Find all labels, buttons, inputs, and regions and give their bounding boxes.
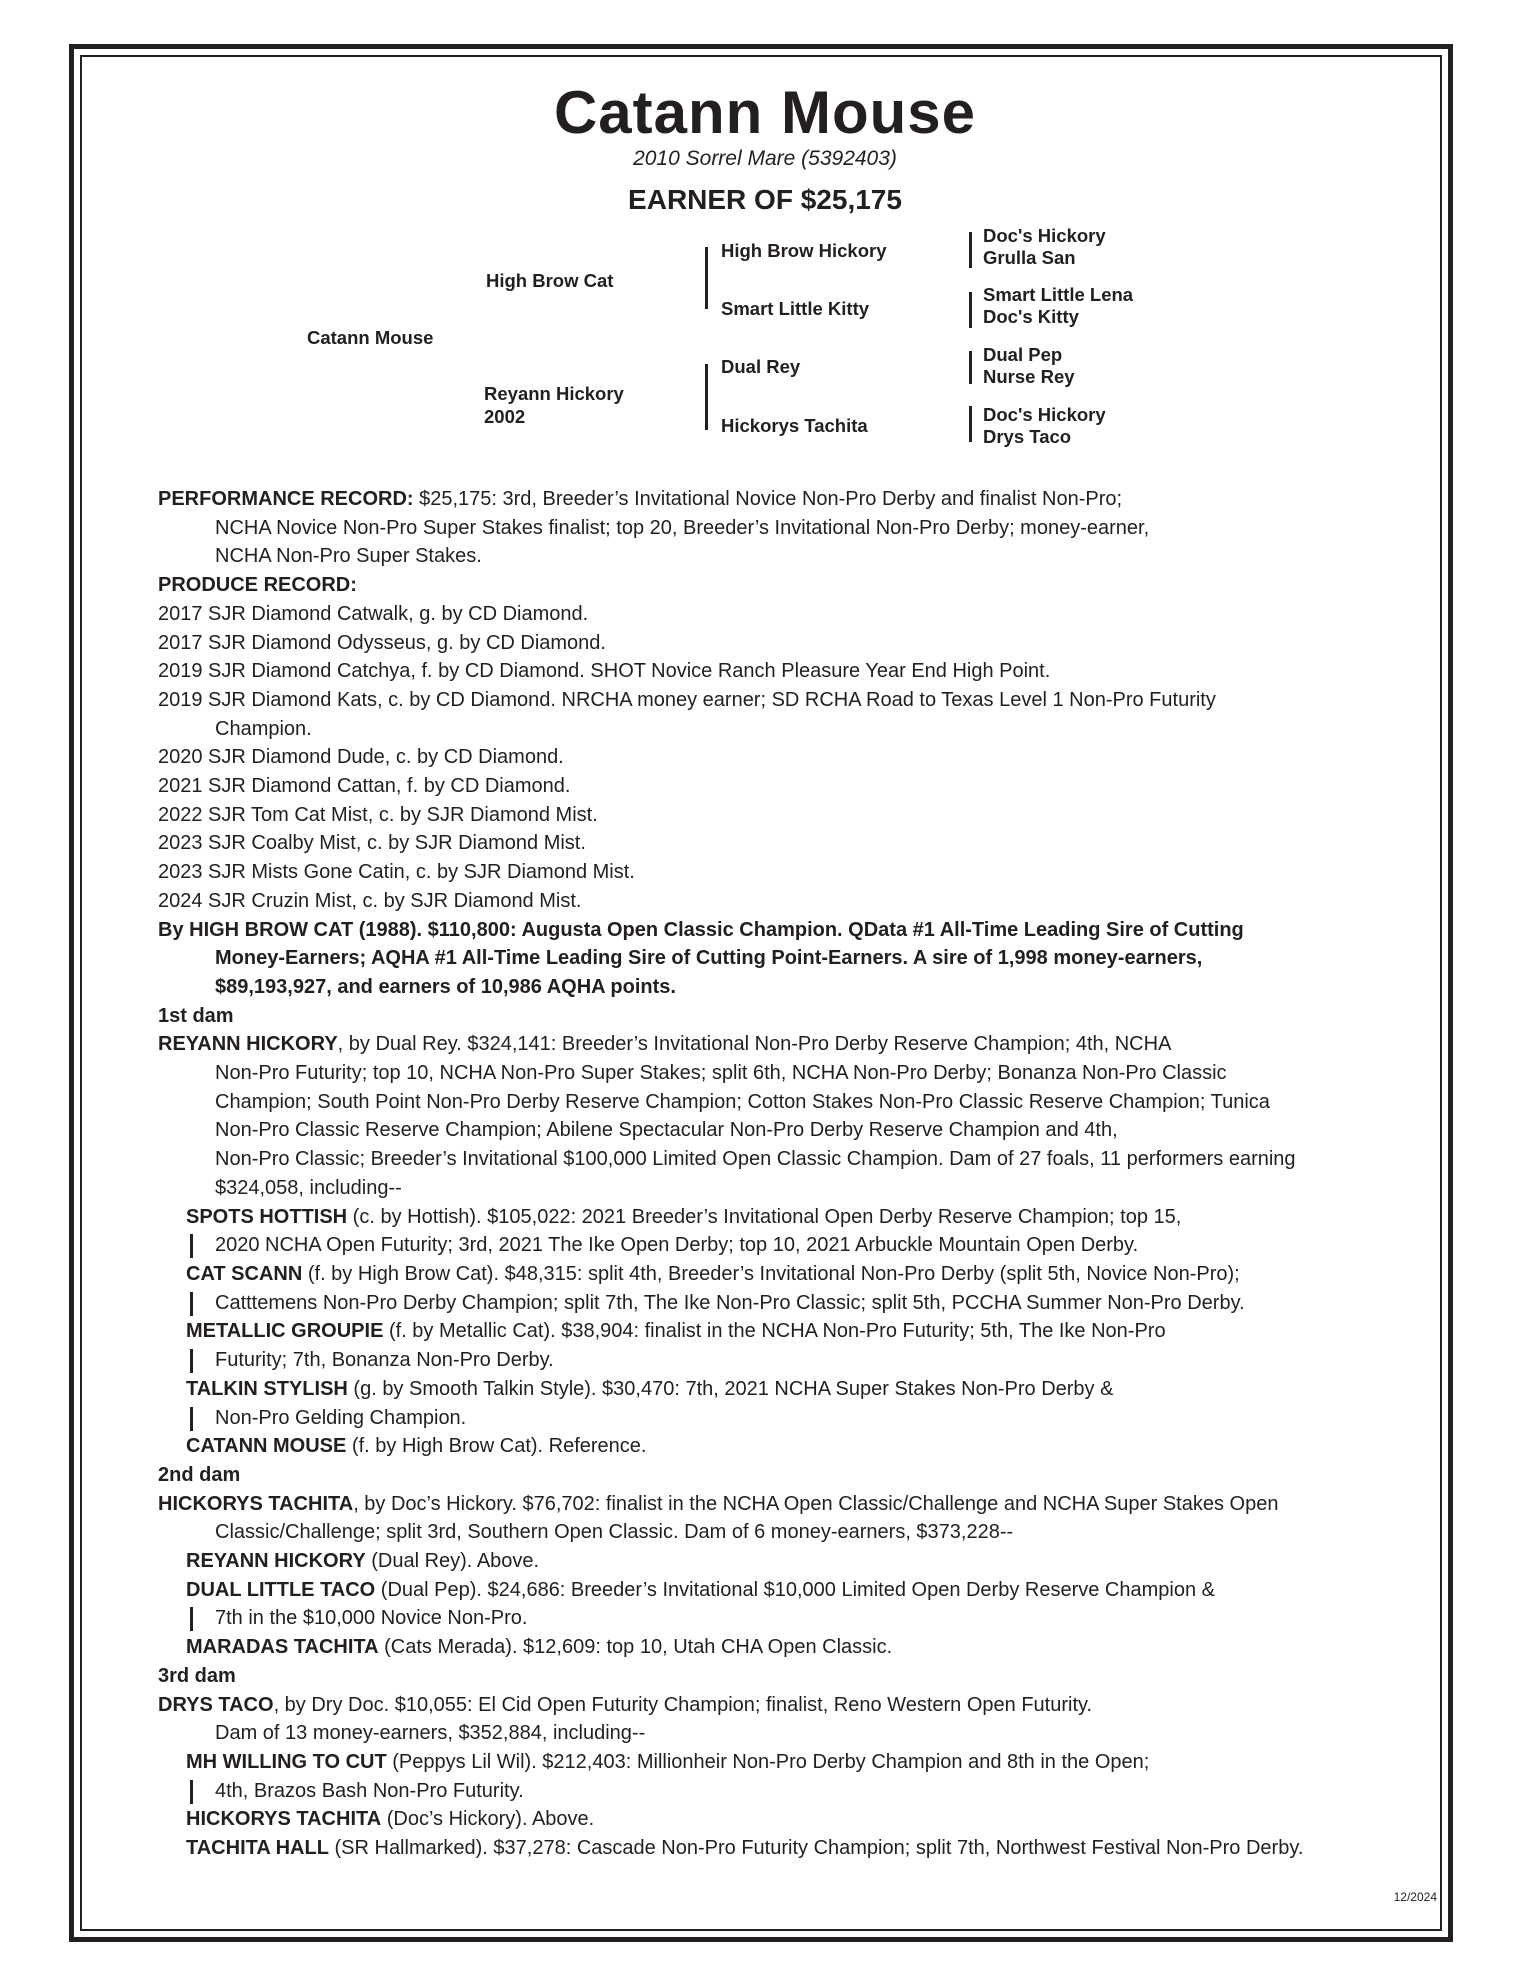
record-line [158,1547,1413,1576]
record-line [158,600,1413,629]
continuation-bar [190,1292,193,1316]
record-line [158,1260,1413,1289]
record-line-text: (f. by High Brow Cat). $48,315: split 4th, Breeder’s Invitational Non-Pro Derby (split 5th, Novice Non-Pro); [302,1262,1240,1285]
record-line [158,1116,1413,1145]
pedigree-sire: High Brow Cat [486,270,614,291]
record-body [158,485,1413,1863]
record-line [158,1346,1413,1375]
record-line-text: 2019 SJR Diamond Catchya, f. by CD Diamond. SHOT Novice Ranch Pleasure Year End High Point. [158,660,1051,683]
continuation-bar [190,1349,193,1373]
record-line-heading: MARADAS TACHITA [186,1636,379,1659]
continuation-bar [190,1607,193,1631]
revision-date: 12/2024 [1393,1890,1437,1904]
record-line [158,1059,1413,1088]
record-line [158,1002,1413,1031]
record-line-text: $25,175: 3rd, Breeder’s Invitational Novice Non-Pro Derby and finalist Non-Pro; [413,488,1123,510]
record-line-text: Catttemens Non-Pro Derby Champion; split 7th, The Ike Non-Pro Classic; split 5th, PCCHA Summer Non-Pro Derby. [215,1291,1245,1314]
record-line-text: 4th, Brazos Bash Non-Pro Futurity. [215,1779,524,1802]
record-line-text: Futurity; 7th, Bonanza Non-Pro Derby. [215,1349,554,1372]
continuation-bar [190,1780,193,1804]
record-line-text: (Peppys Lil Wil). $212,403: Millionheir Non-Pro Derby Champion and 8th in the Open; [386,1750,1150,1773]
bracket-ggp-4 [969,406,972,442]
record-line [158,1719,1413,1748]
record-line-text: (f. by High Brow Cat). Reference. [346,1435,647,1458]
record-line [158,1289,1413,1318]
record-line [158,1461,1413,1490]
record-line [158,657,1413,686]
bracket-ggp-2 [969,292,972,328]
record-line [158,1748,1413,1777]
record-line [158,571,1413,600]
record-line [158,1404,1413,1433]
pedigree-great-grandparent: Grulla San [983,247,1076,268]
record-line-text: Champion; South Point Non-Pro Derby Reserve Champion; Cotton Stakes Non-Pro Classic Reserve Champion; Tunica [215,1090,1270,1113]
record-line-text: 2020 SJR Diamond Dude, c. by CD Diamond. [158,746,564,769]
record-line-text: Non-Pro Gelding Champion. [215,1406,467,1429]
pedigree-dam-sire: Dual Rey [721,356,801,377]
pedigree-dam: Reyann Hickory [484,383,624,404]
record-line [158,485,1413,514]
record-line-heading: MH WILLING TO CUT [186,1750,387,1773]
pedigree-great-grandparent: Nurse Rey [983,366,1075,387]
record-line-text: 2020 NCHA Open Futurity; 3rd, 2021 The Ike Open Derby; top 10, 2021 Arbuckle Mountain Open Derby. [215,1234,1139,1257]
record-line [158,1691,1413,1720]
record-line-heading: Money-Earners; AQHA #1 All-Time Leading Sire of Cutting Point-Earners. A sire of 1,998 money-earners, [215,947,1203,970]
record-line [158,1231,1413,1260]
record-line-text: NCHA Novice Non-Pro Super Stakes finalist; top 20, Breeder’s Invitational Non-Pro Derby; money-earner, [215,516,1150,539]
record-line-heading: PRODUCE RECORD: [158,574,357,597]
record-line-text: , by Dry Doc. $10,055: El Cid Open Futurity Champion; finalist, Reno Western Open Futurity. [273,1693,1093,1716]
continuation-bar [190,1407,193,1431]
record-line-heading: REYANN HICKORY [158,1033,338,1056]
bracket-ggp-1 [969,232,972,268]
record-line-text: (Dual Rey). Above. [365,1550,540,1573]
record-line [158,1432,1413,1461]
record-line [158,1633,1413,1662]
record-line [158,1490,1413,1519]
record-line [158,1145,1413,1174]
record-line [158,1805,1413,1834]
record-line-heading: DRYS TACO [158,1693,274,1716]
record-line-heading: 3rd dam [158,1664,236,1687]
record-line-text: (Doc’s Hickory). Above. [381,1808,595,1831]
record-line-text: 2021 SJR Diamond Cattan, f. by CD Diamond. [158,775,571,798]
record-line-heading: METALLIC GROUPIE [186,1320,384,1343]
record-line [158,1576,1413,1605]
record-line [158,772,1413,801]
record-line-text: 2023 SJR Mists Gone Catin, c. by SJR Diamond Mist. [158,861,635,884]
pedigree-great-grandparent: Drys Taco [983,426,1072,447]
record-line [158,887,1413,916]
pedigree-dam-dam: Hickorys Tachita [721,415,868,436]
record-line-heading: HICKORYS TACHITA [158,1492,354,1515]
record-line-heading: $89,193,927, and earners of 10,986 AQHA points. [215,975,676,998]
record-line [158,858,1413,887]
record-line-text: , by Doc’s Hickory. $76,702: finalist in the NCHA Open Classic/Challenge and NCHA Super Stakes Open [353,1492,1279,1515]
record-line-text: (Dual Pep). $24,686: Breeder’s Invitational $10,000 Limited Open Derby Reserve Champion & [375,1578,1215,1601]
pedigree-great-grandparent: Smart Little Lena [983,284,1134,305]
record-line [158,1203,1413,1232]
pedigree-great-grandparent: Dual Pep [983,344,1063,365]
record-line [158,829,1413,858]
record-line-text: (f. by Metallic Cat). $38,904: finalist in the NCHA Non-Pro Futurity; 5th, The Ike Non-Pro [383,1320,1166,1343]
record-line-heading: HICKORYS TACHITA [186,1808,382,1831]
pedigree-subject: Catann Mouse [307,327,434,348]
record-line [158,1317,1413,1346]
record-line [158,686,1413,715]
pedigree-sire-sire: High Brow Hickory [721,240,887,261]
record-line-heading: CATANN MOUSE [186,1435,347,1458]
record-line [158,1777,1413,1806]
record-line-text: 2017 SJR Diamond Odysseus, g. by CD Diamond. [158,631,606,654]
record-line-text: (Cats Merada). $12,609: top 10, Utah CHA Open Classic. [378,1636,893,1659]
pedigree-great-grandparent: Doc's Hickory [983,404,1106,425]
dam-bracket [705,364,708,430]
record-line-text: Dam of 13 money-earners, $352,884, including-- [215,1722,646,1745]
pedigree-great-grandparent: Doc's Kitty [983,306,1079,327]
record-line-text: Champion. [215,717,312,740]
record-line [158,1088,1413,1117]
record-line [158,1518,1413,1547]
record-line [158,944,1413,973]
pedigree-great-grandparent: Doc's Hickory [983,225,1106,246]
record-line-text: NCHA Non-Pro Super Stakes. [215,545,482,568]
record-line-heading: SPOTS HOTTISH [186,1205,348,1228]
record-line-heading: TACHITA HALL [186,1837,329,1860]
record-line-heading: PERFORMANCE RECORD: [158,488,414,510]
record-line [158,1174,1413,1203]
record-line-text: 2024 SJR Cruzin Mist, c. by SJR Diamond Mist. [158,889,582,912]
record-line-text: (c. by Hottish). $105,022: 2021 Breeder’s Invitational Open Derby Reserve Champion; top 15, [347,1205,1182,1228]
record-line-text: 2022 SJR Tom Cat Mist, c. by SJR Diamond Mist. [158,803,598,826]
horse-subtitle: 2010 Sorrel Mare (5392403) [633,147,897,170]
record-line [158,1662,1413,1691]
record-line-text: Non-Pro Futurity; top 10, NCHA Non-Pro Super Stakes; split 6th, NCHA Non-Pro Derby; Bonanza Non-Pro Classic [215,1062,1227,1085]
record-line-heading: 2nd dam [158,1463,241,1486]
record-line-heading: REYANN HICKORY [186,1550,366,1573]
pedigree-sire-dam: Smart Little Kitty [721,298,870,319]
record-line [158,514,1413,543]
horse-name-title: Catann Mouse [553,79,977,146]
bracket-ggp-3 [969,351,972,384]
record-line-text: Non-Pro Classic Reserve Champion; Abilene Spectacular Non-Pro Derby Reserve Champion and 4th, [215,1119,1118,1142]
record-line [158,1030,1413,1059]
record-line [158,916,1413,945]
record-line [158,542,1413,571]
record-line-text: $324,058, including-- [215,1176,402,1199]
earnings-heading: EARNER OF $25,175 [628,184,902,215]
record-line-heading: DUAL LITTLE TACO [186,1578,376,1601]
record-line-text: 2017 SJR Diamond Catwalk, g. by CD Diamond. [158,602,589,625]
record-line [158,801,1413,830]
record-line-text: 2023 SJR Coalby Mist, c. by SJR Diamond Mist. [158,832,586,855]
record-line-text: Classic/Challenge; split 3rd, Southern Open Classic. Dam of 6 money-earners, $373,228-- [215,1521,1014,1544]
record-line [158,973,1413,1002]
record-line-text: 2019 SJR Diamond Kats, c. by CD Diamond. NRCHA money earner; SD RCHA Road to Texas Level 1 Non-Pro Futurity [158,688,1216,711]
record-line-text: (SR Hallmarked). $37,278: Cascade Non-Pro Futurity Champion; split 7th, Northwest Festival Non-Pro Derby. [328,1837,1304,1860]
record-line [158,629,1413,658]
record-line-heading: CAT SCANN [186,1262,303,1285]
record-line [158,715,1413,744]
record-line [158,1604,1413,1633]
pedigree-dam-year: 2002 [484,406,526,427]
record-line-text: Non-Pro Classic; Breeder’s Invitational $100,000 Limited Open Classic Champion. Dam of 27 foals, 11 performers earning [215,1148,1296,1171]
record-line-text: (g. by Smooth Talkin Style). $30,470: 7th, 2021 NCHA Super Stakes Non-Pro Derby & [347,1377,1114,1400]
record-line-heading: TALKIN STYLISH [186,1377,348,1400]
record-line-text: , by Dual Rey. $324,141: Breeder’s Invitational Non-Pro Derby Reserve Champion; 4th, NCHA [337,1033,1172,1056]
continuation-bar [190,1234,193,1258]
record-line [158,743,1413,772]
record-line-text: 7th in the $10,000 Novice Non-Pro. [215,1607,528,1630]
sire-bracket [705,247,708,309]
record-line [158,1834,1413,1863]
record-line [158,1375,1413,1404]
record-line-heading: 1st dam [158,1004,234,1027]
record-line-heading: By HIGH BROW CAT (1988). $110,800: Augusta Open Classic Champion. QData #1 All-Time Leading Sire of Cutting [158,918,1244,941]
